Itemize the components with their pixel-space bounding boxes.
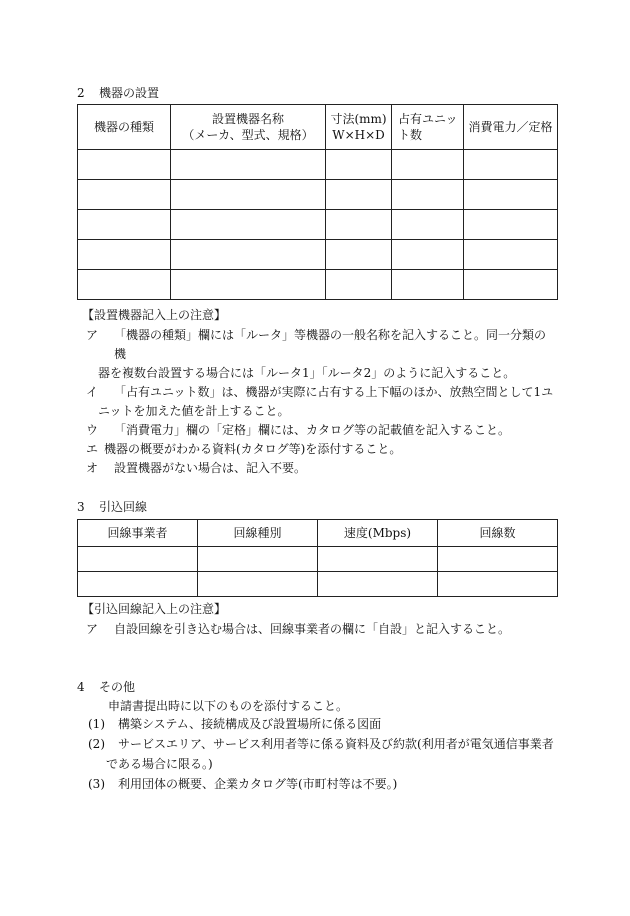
table-cell[interactable] <box>318 547 438 572</box>
header-carrier: 回線事業者 <box>78 520 198 547</box>
section-3-number: 3 <box>77 500 85 514</box>
table-row <box>78 150 558 180</box>
line-table <box>77 519 558 597</box>
section-4-heading <box>77 678 135 695</box>
note-item <box>86 364 556 383</box>
header-equipment-type: 機器の種類 <box>78 105 171 150</box>
note-line: 設置機器がない場合は、記入不要。 <box>114 461 307 475</box>
table-row <box>78 180 558 210</box>
line-notes-title: 【引込回線記入上の注意】 <box>82 602 227 616</box>
section-4-title: その他 <box>99 680 136 694</box>
table-cell[interactable] <box>464 150 558 180</box>
header-line-type: 回線種別 <box>198 520 318 547</box>
table-cell[interactable] <box>438 572 558 597</box>
table-cell[interactable] <box>326 270 392 300</box>
header-power-consumption: 消費電力／定格 <box>464 105 558 150</box>
list-mark: (1) <box>88 717 105 731</box>
table-row <box>78 240 558 270</box>
table-cell[interactable] <box>464 180 558 210</box>
table-row <box>78 210 558 240</box>
note-line: 機器の概要がわかる資料(カタログ等)を添付すること。 <box>104 442 402 456</box>
note-mark: エ <box>86 442 99 456</box>
table-cell[interactable] <box>438 547 558 572</box>
attachment-list <box>88 714 568 794</box>
note-line: 「消費電力」欄の「定格」欄には、カタログ等の記載値を記入すること。 <box>114 423 511 437</box>
note-item <box>86 620 556 639</box>
note-item <box>86 326 556 364</box>
header-equipment-name: 設置機器名称 （メーカ、型式、規格） <box>171 105 326 150</box>
list-line: 利用団体の概要、企業カタログ等(市町村等は不要。) <box>118 777 398 791</box>
table-cell[interactable] <box>78 270 171 300</box>
section-4-number: 4 <box>77 680 85 694</box>
table-cell[interactable] <box>326 240 392 270</box>
note-line: ニットを加えた値を計上すること。 <box>98 404 290 418</box>
equipment-notes-title: 【設置機器記入上の注意】 <box>82 308 227 322</box>
table-cell[interactable] <box>392 240 464 270</box>
table-cell[interactable] <box>464 270 558 300</box>
section-4-intro: 申請書提出時に以下のものを添付すること。 <box>108 699 349 713</box>
table-cell[interactable] <box>326 180 392 210</box>
table-cell[interactable] <box>464 210 558 240</box>
note-item <box>86 421 556 440</box>
section-2-heading <box>77 84 159 101</box>
list-line: サービスエリア、サービス利用者等に係る資料及び約款(利用者が電気通信事業者 <box>118 737 554 751</box>
table-cell[interactable] <box>392 150 464 180</box>
list-item <box>88 754 568 774</box>
header-speed: 速度(Mbps) <box>318 520 438 547</box>
list-mark: (2) <box>88 737 105 751</box>
table-cell[interactable] <box>78 547 198 572</box>
table-cell[interactable] <box>171 270 326 300</box>
table-cell[interactable] <box>78 180 171 210</box>
header-occupied-units: 占有ユニッ ト数 <box>392 105 464 150</box>
table-cell[interactable] <box>326 210 392 240</box>
list-item <box>88 714 568 734</box>
note-line: 「機器の種類」欄には「ルータ」等機器の一般名称を記入すること。同一分類の機 <box>114 328 547 361</box>
table-cell[interactable] <box>78 240 171 270</box>
table-cell[interactable] <box>171 150 326 180</box>
equipment-table <box>77 104 558 300</box>
table-cell[interactable] <box>326 150 392 180</box>
table-cell[interactable] <box>171 210 326 240</box>
list-line: である場合に限る。) <box>106 757 213 771</box>
equipment-table-header-row <box>78 105 558 150</box>
table-cell[interactable] <box>392 270 464 300</box>
list-line: 構築システム、接続構成及び設置場所に係る図面 <box>118 717 382 731</box>
list-item <box>88 774 568 794</box>
table-row <box>78 572 558 597</box>
note-mark: イ <box>86 385 99 399</box>
equipment-notes <box>86 326 556 478</box>
header-line-count: 回線数 <box>438 520 558 547</box>
note-item <box>86 383 556 402</box>
section-2-number: 2 <box>77 86 85 100</box>
note-item <box>86 459 556 478</box>
table-cell[interactable] <box>78 210 171 240</box>
note-line: 器を複数台設置する場合には「ルータ1」「ルータ2」のように記入すること。 <box>98 366 516 380</box>
table-cell[interactable] <box>392 180 464 210</box>
note-line: 「占有ユニット数」は、機器が実際に占有する上下幅のほか、放熱空間として1ユ <box>114 385 554 399</box>
table-cell[interactable] <box>171 180 326 210</box>
list-mark: (3) <box>88 777 105 791</box>
table-cell[interactable] <box>171 240 326 270</box>
table-row <box>78 547 558 572</box>
note-line: 自設回線を引き込む場合は、回線事業者の欄に「自設」と記入すること。 <box>114 622 511 636</box>
line-table-header-row <box>78 520 558 547</box>
note-item <box>86 402 556 421</box>
table-cell[interactable] <box>198 547 318 572</box>
table-cell[interactable] <box>78 572 198 597</box>
table-cell[interactable] <box>198 572 318 597</box>
note-item <box>86 440 556 459</box>
table-cell[interactable] <box>318 572 438 597</box>
section-3-heading <box>77 498 147 515</box>
note-mark: ア <box>86 622 99 636</box>
section-3-title: 引込回線 <box>99 500 148 514</box>
table-cell[interactable] <box>392 210 464 240</box>
section-2-title: 機器の設置 <box>99 86 160 100</box>
table-cell[interactable] <box>78 150 171 180</box>
table-row <box>78 270 558 300</box>
list-item <box>88 734 568 754</box>
note-mark: ウ <box>86 423 99 437</box>
header-dimensions: 寸法(mm) W×H×D <box>326 105 392 150</box>
note-mark: オ <box>86 461 99 475</box>
note-mark: ア <box>86 328 99 342</box>
line-notes <box>86 620 556 639</box>
table-cell[interactable] <box>464 240 558 270</box>
